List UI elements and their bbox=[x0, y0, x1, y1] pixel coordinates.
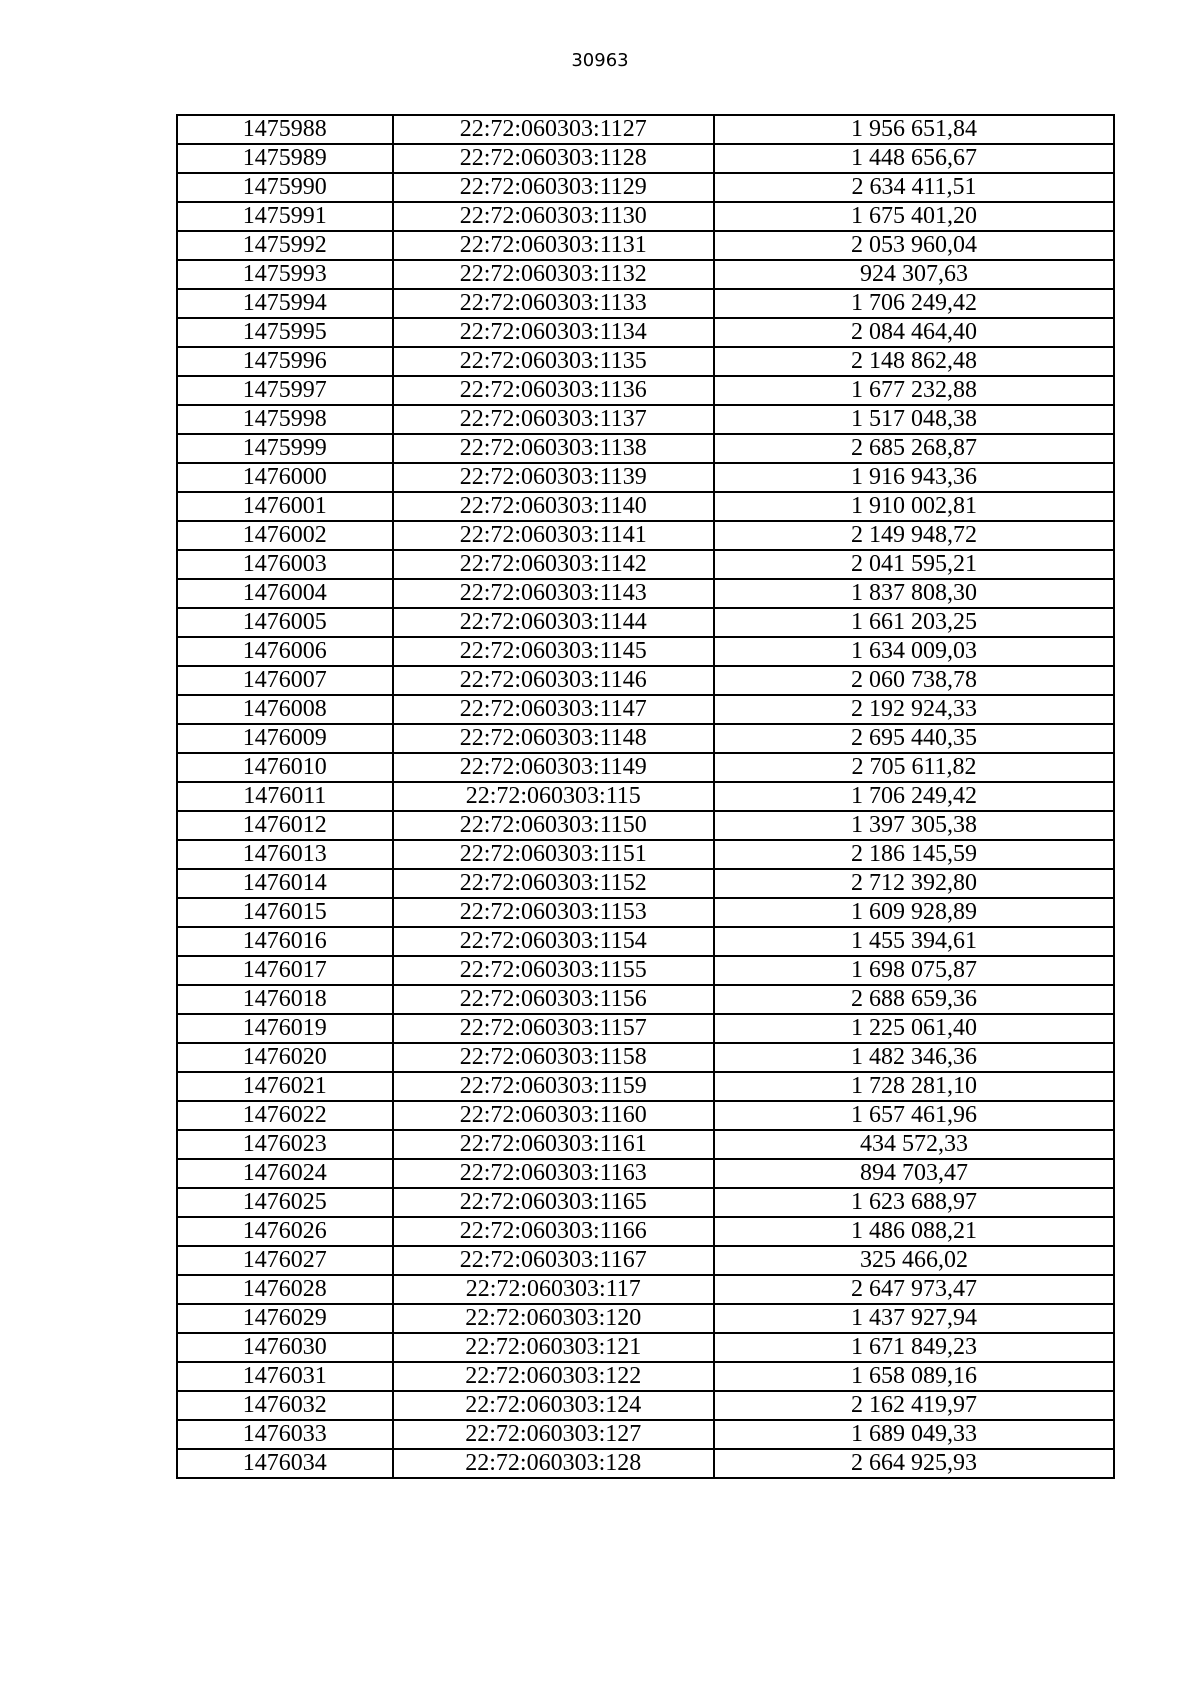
row-number-cell: 1475993 bbox=[177, 260, 393, 289]
cadastral-number-cell: 22:72:060303:1158 bbox=[393, 1043, 715, 1072]
cadastral-number-cell: 22:72:060303:127 bbox=[393, 1420, 715, 1449]
value-cell: 325 466,02 bbox=[714, 1246, 1114, 1275]
value-cell: 2 192 924,33 bbox=[714, 695, 1114, 724]
cadastral-number-cell: 22:72:060303:1149 bbox=[393, 753, 715, 782]
cadastral-number-cell: 22:72:060303:1131 bbox=[393, 231, 715, 260]
value-cell: 894 703,47 bbox=[714, 1159, 1114, 1188]
row-number-cell: 1475991 bbox=[177, 202, 393, 231]
row-number-cell: 1476013 bbox=[177, 840, 393, 869]
row-number-cell: 1476015 bbox=[177, 898, 393, 927]
table-row bbox=[177, 144, 1114, 173]
cadastral-number-cell: 22:72:060303:122 bbox=[393, 1362, 715, 1391]
cadastral-number-cell: 22:72:060303:1153 bbox=[393, 898, 715, 927]
value-cell: 2 685 268,87 bbox=[714, 434, 1114, 463]
table-row bbox=[177, 1275, 1114, 1304]
value-cell: 1 455 394,61 bbox=[714, 927, 1114, 956]
table-row bbox=[177, 782, 1114, 811]
cadastral-number-cell: 22:72:060303:1130 bbox=[393, 202, 715, 231]
cadastral-number-cell: 22:72:060303:1156 bbox=[393, 985, 715, 1014]
row-number-cell: 1476014 bbox=[177, 869, 393, 898]
row-number-cell: 1476017 bbox=[177, 956, 393, 985]
value-cell: 2 162 419,97 bbox=[714, 1391, 1114, 1420]
value-cell: 2 149 948,72 bbox=[714, 521, 1114, 550]
table-body bbox=[177, 115, 1114, 1478]
value-cell: 1 728 281,10 bbox=[714, 1072, 1114, 1101]
cadastral-number-cell: 22:72:060303:1138 bbox=[393, 434, 715, 463]
row-number-cell: 1476030 bbox=[177, 1333, 393, 1362]
value-cell: 1 956 651,84 bbox=[714, 115, 1114, 144]
cadastral-number-cell: 22:72:060303:1139 bbox=[393, 463, 715, 492]
row-number-cell: 1476012 bbox=[177, 811, 393, 840]
value-cell: 1 634 009,03 bbox=[714, 637, 1114, 666]
table-row bbox=[177, 666, 1114, 695]
row-number-cell: 1475996 bbox=[177, 347, 393, 376]
row-number-cell: 1475990 bbox=[177, 173, 393, 202]
row-number-cell: 1475988 bbox=[177, 115, 393, 144]
row-number-cell: 1476029 bbox=[177, 1304, 393, 1333]
row-number-cell: 1476016 bbox=[177, 927, 393, 956]
table-row bbox=[177, 1391, 1114, 1420]
table-row bbox=[177, 1072, 1114, 1101]
table-row bbox=[177, 1188, 1114, 1217]
cadastral-number-cell: 22:72:060303:1135 bbox=[393, 347, 715, 376]
row-number-cell: 1475998 bbox=[177, 405, 393, 434]
row-number-cell: 1476034 bbox=[177, 1449, 393, 1478]
cadastral-number-cell: 22:72:060303:1150 bbox=[393, 811, 715, 840]
value-cell: 434 572,33 bbox=[714, 1130, 1114, 1159]
value-cell: 924 307,63 bbox=[714, 260, 1114, 289]
value-cell: 2 084 464,40 bbox=[714, 318, 1114, 347]
value-cell: 2 148 862,48 bbox=[714, 347, 1114, 376]
value-cell: 1 689 049,33 bbox=[714, 1420, 1114, 1449]
cadastral-number-cell: 22:72:060303:1136 bbox=[393, 376, 715, 405]
value-cell: 1 486 088,21 bbox=[714, 1217, 1114, 1246]
row-number-cell: 1476004 bbox=[177, 579, 393, 608]
row-number-cell: 1476008 bbox=[177, 695, 393, 724]
row-number-cell: 1475989 bbox=[177, 144, 393, 173]
cadastral-number-cell: 22:72:060303:1151 bbox=[393, 840, 715, 869]
table-row bbox=[177, 492, 1114, 521]
cadastral-number-cell: 22:72:060303:120 bbox=[393, 1304, 715, 1333]
cadastral-number-cell: 22:72:060303:1167 bbox=[393, 1246, 715, 1275]
table-row bbox=[177, 956, 1114, 985]
cadastral-number-cell: 22:72:060303:1160 bbox=[393, 1101, 715, 1130]
cadastral-number-cell: 22:72:060303:1157 bbox=[393, 1014, 715, 1043]
value-cell: 1 517 048,38 bbox=[714, 405, 1114, 434]
value-cell: 1 706 249,42 bbox=[714, 782, 1114, 811]
cadastral-number-cell: 22:72:060303:128 bbox=[393, 1449, 715, 1478]
value-cell: 1 675 401,20 bbox=[714, 202, 1114, 231]
table-row bbox=[177, 318, 1114, 347]
value-cell: 2 705 611,82 bbox=[714, 753, 1114, 782]
value-cell: 1 397 305,38 bbox=[714, 811, 1114, 840]
table-row bbox=[177, 724, 1114, 753]
row-number-cell: 1475992 bbox=[177, 231, 393, 260]
table-row bbox=[177, 811, 1114, 840]
cadastral-number-cell: 22:72:060303:1141 bbox=[393, 521, 715, 550]
value-cell: 1 658 089,16 bbox=[714, 1362, 1114, 1391]
table-row bbox=[177, 1246, 1114, 1275]
cadastral-number-cell: 22:72:060303:117 bbox=[393, 1275, 715, 1304]
value-cell: 2 041 595,21 bbox=[714, 550, 1114, 579]
value-cell: 1 448 656,67 bbox=[714, 144, 1114, 173]
value-cell: 2 186 145,59 bbox=[714, 840, 1114, 869]
value-cell: 1 671 849,23 bbox=[714, 1333, 1114, 1362]
table-row bbox=[177, 376, 1114, 405]
row-number-cell: 1476005 bbox=[177, 608, 393, 637]
cadastral-number-cell: 22:72:060303:1161 bbox=[393, 1130, 715, 1159]
row-number-cell: 1476001 bbox=[177, 492, 393, 521]
row-number-cell: 1476019 bbox=[177, 1014, 393, 1043]
table-row bbox=[177, 1217, 1114, 1246]
cadastral-number-cell: 22:72:060303:1134 bbox=[393, 318, 715, 347]
row-number-cell: 1476006 bbox=[177, 637, 393, 666]
table-row bbox=[177, 521, 1114, 550]
table-row bbox=[177, 840, 1114, 869]
value-cell: 1 910 002,81 bbox=[714, 492, 1114, 521]
table-row bbox=[177, 550, 1114, 579]
row-number-cell: 1476003 bbox=[177, 550, 393, 579]
value-cell: 1 677 232,88 bbox=[714, 376, 1114, 405]
cadastral-number-cell: 22:72:060303:1163 bbox=[393, 1159, 715, 1188]
cadastral-number-cell: 22:72:060303:1148 bbox=[393, 724, 715, 753]
row-number-cell: 1476022 bbox=[177, 1101, 393, 1130]
row-number-cell: 1476023 bbox=[177, 1130, 393, 1159]
value-cell: 2 053 960,04 bbox=[714, 231, 1114, 260]
table-row bbox=[177, 1449, 1114, 1478]
row-number-cell: 1476033 bbox=[177, 1420, 393, 1449]
table-row bbox=[177, 202, 1114, 231]
row-number-cell: 1476002 bbox=[177, 521, 393, 550]
cadastral-number-cell: 22:72:060303:1154 bbox=[393, 927, 715, 956]
table-row bbox=[177, 1130, 1114, 1159]
value-cell: 1 661 203,25 bbox=[714, 608, 1114, 637]
cadastral-number-cell: 22:72:060303:1144 bbox=[393, 608, 715, 637]
value-cell: 1 706 249,42 bbox=[714, 289, 1114, 318]
row-number-cell: 1476020 bbox=[177, 1043, 393, 1072]
table-row bbox=[177, 695, 1114, 724]
row-number-cell: 1476024 bbox=[177, 1159, 393, 1188]
value-cell: 1 698 075,87 bbox=[714, 956, 1114, 985]
cadastral-number-cell: 22:72:060303:1165 bbox=[393, 1188, 715, 1217]
table-row bbox=[177, 231, 1114, 260]
table-row bbox=[177, 927, 1114, 956]
row-number-cell: 1475999 bbox=[177, 434, 393, 463]
table-row bbox=[177, 898, 1114, 927]
row-number-cell: 1476018 bbox=[177, 985, 393, 1014]
value-cell: 1 657 461,96 bbox=[714, 1101, 1114, 1130]
table-row bbox=[177, 869, 1114, 898]
table-row bbox=[177, 405, 1114, 434]
row-number-cell: 1476027 bbox=[177, 1246, 393, 1275]
value-cell: 2 695 440,35 bbox=[714, 724, 1114, 753]
cadastral-number-cell: 22:72:060303:1129 bbox=[393, 173, 715, 202]
value-cell: 1 225 061,40 bbox=[714, 1014, 1114, 1043]
value-cell: 1 609 928,89 bbox=[714, 898, 1114, 927]
row-number-cell: 1476007 bbox=[177, 666, 393, 695]
value-cell: 1 437 927,94 bbox=[714, 1304, 1114, 1333]
row-number-cell: 1476031 bbox=[177, 1362, 393, 1391]
table-row bbox=[177, 1014, 1114, 1043]
row-number-cell: 1475997 bbox=[177, 376, 393, 405]
cadastral-number-cell: 22:72:060303:1127 bbox=[393, 115, 715, 144]
value-cell: 2 647 973,47 bbox=[714, 1275, 1114, 1304]
row-number-cell: 1476021 bbox=[177, 1072, 393, 1101]
row-number-cell: 1476000 bbox=[177, 463, 393, 492]
table-row bbox=[177, 579, 1114, 608]
cadastral-number-cell: 22:72:060303:1146 bbox=[393, 666, 715, 695]
cadastral-number-cell: 22:72:060303:1128 bbox=[393, 144, 715, 173]
cadastral-number-cell: 22:72:060303:121 bbox=[393, 1333, 715, 1362]
cadastral-number-cell: 22:72:060303:1143 bbox=[393, 579, 715, 608]
table-row bbox=[177, 1362, 1114, 1391]
cadastral-number-cell: 22:72:060303:1142 bbox=[393, 550, 715, 579]
row-number-cell: 1475994 bbox=[177, 289, 393, 318]
value-cell: 1 482 346,36 bbox=[714, 1043, 1114, 1072]
value-cell: 1 623 688,97 bbox=[714, 1188, 1114, 1217]
data-table bbox=[176, 114, 1115, 1479]
value-cell: 2 664 925,93 bbox=[714, 1449, 1114, 1478]
table-row bbox=[177, 463, 1114, 492]
row-number-cell: 1476011 bbox=[177, 782, 393, 811]
table-row bbox=[177, 1159, 1114, 1188]
table-row bbox=[177, 260, 1114, 289]
row-number-cell: 1476032 bbox=[177, 1391, 393, 1420]
cadastral-number-cell: 22:72:060303:1140 bbox=[393, 492, 715, 521]
cadastral-number-cell: 22:72:060303:124 bbox=[393, 1391, 715, 1420]
cadastral-number-cell: 22:72:060303:1147 bbox=[393, 695, 715, 724]
table-row bbox=[177, 173, 1114, 202]
cadastral-number-cell: 22:72:060303:1145 bbox=[393, 637, 715, 666]
cadastral-number-cell: 22:72:060303:1132 bbox=[393, 260, 715, 289]
table-row bbox=[177, 1420, 1114, 1449]
value-cell: 2 060 738,78 bbox=[714, 666, 1114, 695]
table-row bbox=[177, 115, 1114, 144]
row-number-cell: 1476010 bbox=[177, 753, 393, 782]
cadastral-number-cell: 22:72:060303:1152 bbox=[393, 869, 715, 898]
row-number-cell: 1476028 bbox=[177, 1275, 393, 1304]
cadastral-number-cell: 22:72:060303:1155 bbox=[393, 956, 715, 985]
table-row bbox=[177, 985, 1114, 1014]
page-number: 30963 bbox=[571, 50, 629, 71]
cadastral-number-cell: 22:72:060303:1133 bbox=[393, 289, 715, 318]
table-row bbox=[177, 1304, 1114, 1333]
row-number-cell: 1476009 bbox=[177, 724, 393, 753]
cadastral-number-cell: 22:72:060303:1166 bbox=[393, 1217, 715, 1246]
value-cell: 2 712 392,80 bbox=[714, 869, 1114, 898]
value-cell: 2 634 411,51 bbox=[714, 173, 1114, 202]
table-row bbox=[177, 1043, 1114, 1072]
row-number-cell: 1475995 bbox=[177, 318, 393, 347]
table-row bbox=[177, 1101, 1114, 1130]
table-row bbox=[177, 608, 1114, 637]
value-cell: 1 916 943,36 bbox=[714, 463, 1114, 492]
table-row bbox=[177, 753, 1114, 782]
cadastral-number-cell: 22:72:060303:1159 bbox=[393, 1072, 715, 1101]
table-row bbox=[177, 347, 1114, 376]
row-number-cell: 1476025 bbox=[177, 1188, 393, 1217]
cadastral-number-cell: 22:72:060303:115 bbox=[393, 782, 715, 811]
value-cell: 2 688 659,36 bbox=[714, 985, 1114, 1014]
table-row bbox=[177, 637, 1114, 666]
table-row bbox=[177, 1333, 1114, 1362]
table-row bbox=[177, 434, 1114, 463]
table-row bbox=[177, 289, 1114, 318]
row-number-cell: 1476026 bbox=[177, 1217, 393, 1246]
cadastral-number-cell: 22:72:060303:1137 bbox=[393, 405, 715, 434]
value-cell: 1 837 808,30 bbox=[714, 579, 1114, 608]
